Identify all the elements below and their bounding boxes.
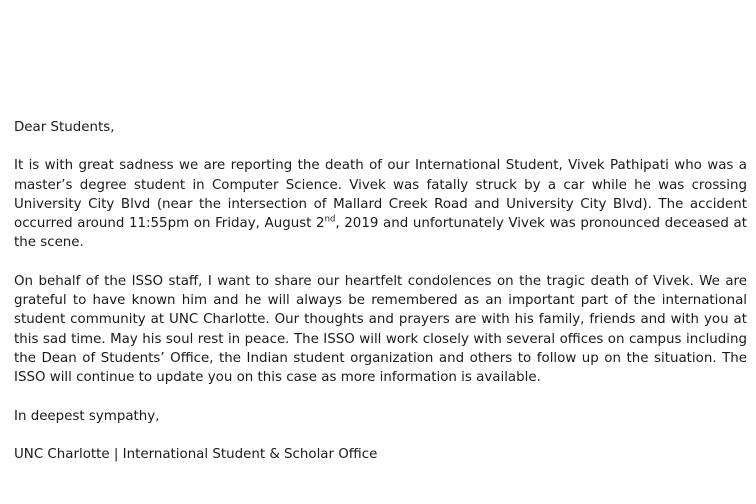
closing-line: In deepest sympathy, <box>14 408 160 424</box>
ordinal-suffix: nd <box>324 214 336 225</box>
paragraph-accident-text-end: , 2019 and unfortunately Vivek was pronounced deceased at the scene. <box>14 216 748 251</box>
salutation: Dear Students, <box>14 120 115 135</box>
signature: UNC Charlotte | International Student & Scholar Office <box>14 446 378 462</box>
paragraph-accident-text-start: It is with great sadness we are reporting the death of our International Student, Vivek Pathipati who was a master’s degree student in Computer Science. Vivek was fatally struck by a car while he was crossing University City Blvd (near the intersection of Mallard Creek Road and University City Blvd). The accident occurred around 11:55pm on Friday, August 2 <box>14 158 747 232</box>
paragraph-condolences: On behalf of the ISSO staff, I want to share our heartfelt condolences on the tragic death of Vivek. We are grateful to have known him and he will always be remembered as an important part of the international student community at UNC Charlotte. Our thoughts and prayers are with his family, friends and with you at this sad time. May his soul rest in peace. The ISSO will work closely with several offices on campus including the Dean of Students’ Office, the Indian student organization and others to follow up on the situation. The ISSO will continue to update you on this case as more information is available. <box>14 273 747 386</box>
paragraph-accident-report <box>14 156 747 252</box>
letter-body <box>14 118 747 464</box>
